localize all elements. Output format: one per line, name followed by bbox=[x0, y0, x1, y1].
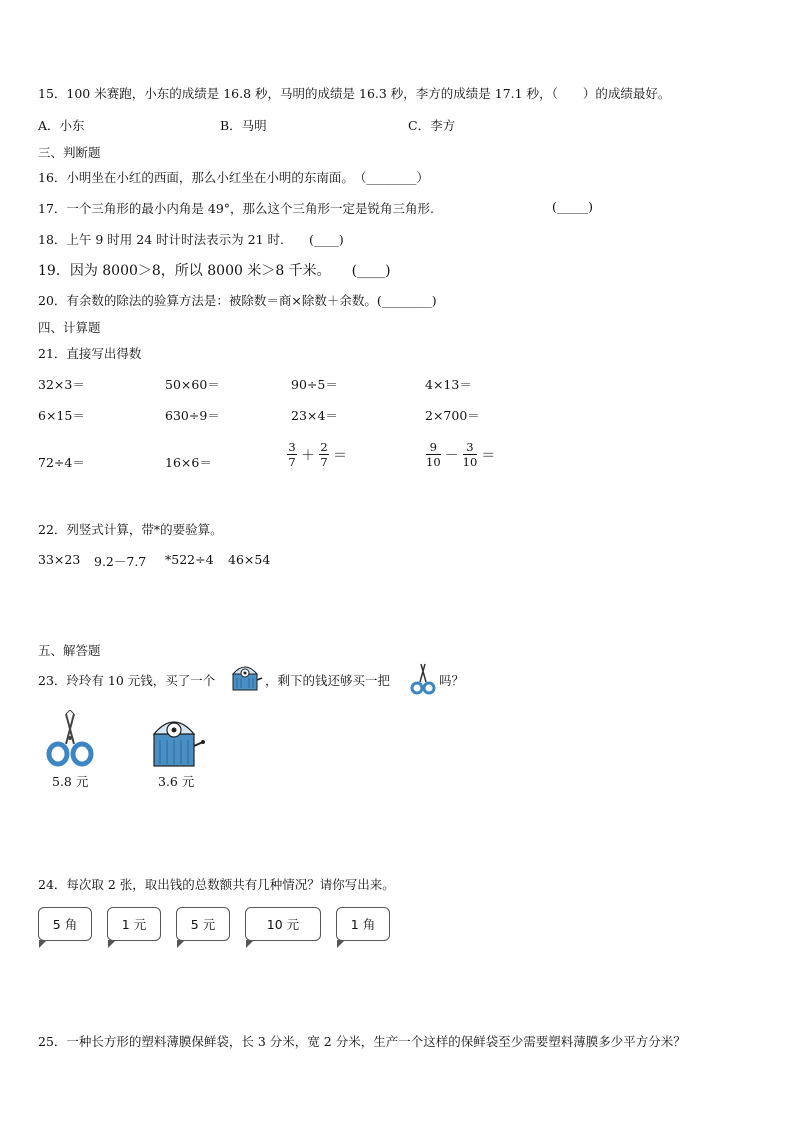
fraction-difference: $\frac{9}{10}$ － $\frac{3}{10}$ ＝ bbox=[426, 440, 496, 469]
vertical-calc-item: 9.2－7.7 bbox=[94, 554, 147, 569]
question-15: 15．100 米赛跑，小东的成绩是 16.8 秒，马明的成绩是 16.3 秒，李方的成绩是 17.1 秒，（ ）的成绩最好。 bbox=[38, 86, 671, 101]
calc-item: 6×15＝ bbox=[38, 408, 85, 423]
vertical-calc-item: 33×23 bbox=[38, 552, 81, 567]
question-25: 25．一种长方形的塑料薄膜保鲜袋，长 3 分米，宽 2 分米，生产一个这样的保鲜袋至少需要塑料薄膜多少平方分米？ bbox=[38, 1034, 686, 1049]
question-16: 16．小明坐在小红的西面，那么小红坐在小明的东南面。 （________） bbox=[38, 170, 429, 185]
calc-item: 16×6＝ bbox=[165, 455, 212, 470]
question-23-part2: ，剩下的钱还够买一把 bbox=[265, 673, 391, 688]
calc-item: 72÷4＝ bbox=[38, 455, 85, 470]
pencil-sharpener-icon bbox=[148, 712, 206, 770]
section-title-judgement: 三、判断题 bbox=[38, 145, 101, 160]
fraction: $\frac{3}{10}$ bbox=[462, 440, 478, 469]
money-note-5-yuan: 5 元 bbox=[176, 907, 230, 941]
money-note-1-jiao: 1 角 bbox=[336, 907, 390, 941]
calc-item: 630÷9＝ bbox=[165, 408, 220, 423]
calc-item: 2×700＝ bbox=[425, 408, 480, 423]
fraction: $\frac{9}{10}$ bbox=[426, 440, 441, 469]
question-23-part1: 23．玲玲有 10 元钱，买了一个 bbox=[38, 673, 216, 688]
vertical-calc-item: 46×54 bbox=[228, 552, 271, 567]
option-b: B．马明 bbox=[220, 118, 267, 133]
calc-item: 23×4＝ bbox=[291, 408, 338, 423]
option-a: A．小东 bbox=[38, 118, 85, 133]
calc-item: 32×3＝ bbox=[38, 377, 85, 392]
money-note-10-yuan: 10 元 bbox=[245, 907, 321, 941]
section-title-word-problems: 五、解答题 bbox=[38, 643, 101, 658]
fraction: $\frac{2}{7}$ bbox=[320, 440, 328, 469]
sharpener-price: 3.6 元 bbox=[158, 774, 195, 789]
question-23-part3: 吗？ bbox=[439, 673, 465, 688]
calc-item: 4×13＝ bbox=[425, 377, 472, 392]
scissors-icon bbox=[409, 662, 437, 696]
scissors-price: 5.8 元 bbox=[52, 774, 89, 789]
fraction-sum: $\frac{3}{7}$ ＋ $\frac{2}{7}$ ＝ bbox=[288, 440, 347, 469]
question-24: 24．每次取 2 张，取出钱的总数额共有几种情况？请你写出来。 bbox=[38, 877, 395, 892]
option-c: C．李方 bbox=[408, 118, 456, 133]
pencil-sharpener-icon bbox=[229, 660, 263, 694]
question-18: 18．上午 9 时用 24 时计时法表示为 21 时. (____) bbox=[38, 232, 344, 247]
scissors-icon bbox=[44, 710, 96, 768]
money-note-5-jiao: 5 角 bbox=[38, 907, 92, 941]
calc-item: 50×60＝ bbox=[165, 377, 220, 392]
question-21-title: 21．直接写出得数 bbox=[38, 346, 142, 361]
question-19: 19．因为 8000＞8，所以 8000 米＞8 千米。 (____) bbox=[38, 263, 391, 279]
money-note-1-yuan: 1 元 bbox=[107, 907, 161, 941]
section-title-calculation: 四、计算题 bbox=[38, 320, 101, 335]
question-22-title: 22．列竖式计算，带*的要验算。 bbox=[38, 522, 223, 537]
question-17-blank: (_____) bbox=[552, 199, 594, 214]
question-20: 20．有余数的除法的验算方法是：被除数＝商×除数＋余数。(________) bbox=[38, 293, 437, 308]
vertical-calc-item: *522÷4 bbox=[165, 552, 214, 567]
calc-item: 90÷5＝ bbox=[291, 377, 338, 392]
fraction: $\frac{3}{7}$ bbox=[288, 440, 296, 469]
question-17: 17．一个三角形的最小内角是 49°，那么这个三角形一定是锐角三角形. bbox=[38, 201, 435, 216]
